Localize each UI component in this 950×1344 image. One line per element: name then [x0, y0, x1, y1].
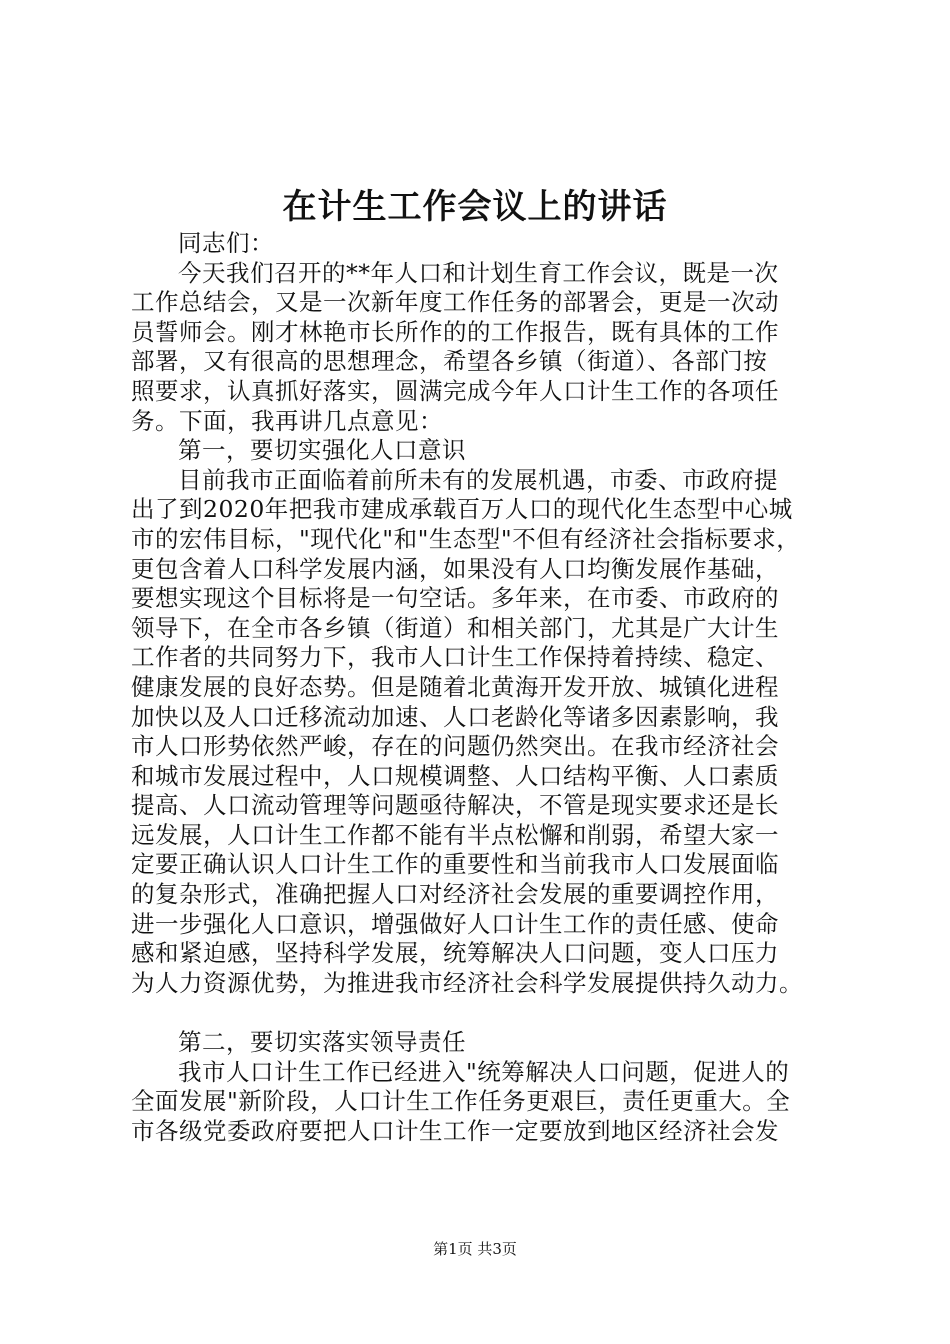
text-line: 提高、人口流动管理等问题亟待解决，不管是现实要求还是长	[131, 791, 779, 820]
text-line: 健康发展的良好态势。但是随着北黄海开发开放、城镇化进程	[131, 672, 779, 701]
salutation: 同志们：	[178, 229, 274, 257]
text-line: 市人口形势依然严峻，存在的问题仍然突出。在我市经济社会	[131, 732, 779, 761]
text-line: 远发展，人口计生工作都不能有半点松懈和削弱，希望大家一	[131, 820, 779, 849]
text-line: 为人力资源优势，为推进我市经济社会科学发展提供持久动力。	[131, 968, 803, 997]
text-line: 和城市发展过程中，人口规模调整、人口结构平衡、人口素质	[131, 761, 779, 790]
text-line: 领导下，在全市各乡镇（街道）和相关部门，尤其是广大计生	[131, 613, 779, 642]
section-heading: 第一，要切实强化人口意识	[178, 436, 466, 465]
text-line: 更包含着人口科学发展内涵，如果没有人口均衡发展作基础，	[131, 554, 779, 583]
text-line: 感和紧迫感，坚持科学发展，统筹解决人口问题，变人口压力	[131, 939, 779, 968]
text-line: 部署，又有很高的思想理念，希望各乡镇（街道）、各部门按	[131, 347, 768, 376]
text-line: 务。下面，我再讲几点意见：	[131, 406, 443, 435]
text-line: 市各级党委政府要把人口计生工作一定要放到地区经济社会发	[131, 1116, 779, 1145]
text-line: 加快以及人口迁移流动加速、人口老龄化等诸多因素影响，我	[131, 702, 779, 731]
document-body	[131, 229, 849, 1146]
text-line: 目前我市正面临着前所未有的发展机遇，市委、市政府提	[178, 465, 778, 494]
text-line: 工作者的共同努力下，我市人口计生工作保持着持续、稳定、	[131, 643, 779, 672]
text-line: 照要求，认真抓好落实，圆满完成今年人口计生工作的各项任	[131, 376, 779, 405]
text-line: 出了到2020年把我市建成承载百万人口的现代化生态型中心城	[131, 495, 793, 524]
text-line: 定要正确认识人口计生工作的重要性和当前我市人口发展面临	[131, 850, 779, 879]
text-line: 要想实现这个目标将是一句空话。多年来，在市委、市政府的	[131, 584, 779, 613]
text-line: 全面发展"新阶段，人口计生工作任务更艰巨，责任更重大。全	[131, 1087, 791, 1116]
paragraph-gap	[131, 998, 849, 1028]
text-line: 市的宏伟目标，"现代化"和"生态型"不但有经济社会指标要求，	[131, 524, 801, 553]
text-line: 今天我们召开的**年人口和计划生育工作会议，既是一次	[178, 258, 779, 287]
text-line: 我市人口计生工作已经进入"统筹解决人口问题，促进人的	[178, 1057, 790, 1086]
section-heading: 第二，要切实落实领导责任	[178, 1028, 466, 1057]
document-title: 在计生工作会议上的讲话	[282, 187, 668, 227]
text-line: 进一步强化人口意识，增强做好人口计生工作的责任感、使命	[131, 909, 779, 938]
text-line: 员誓师会。刚才林艳市长所作的的工作报告，既有具体的工作	[131, 317, 779, 346]
page-footer: 第1页 共3页	[433, 1240, 517, 1258]
text-line: 工作总结会，又是一次新年度工作任务的部署会，更是一次动	[131, 288, 779, 317]
text-line: 的复杂形式，准确把握人口对经济社会发展的重要调控作用，	[131, 880, 779, 909]
